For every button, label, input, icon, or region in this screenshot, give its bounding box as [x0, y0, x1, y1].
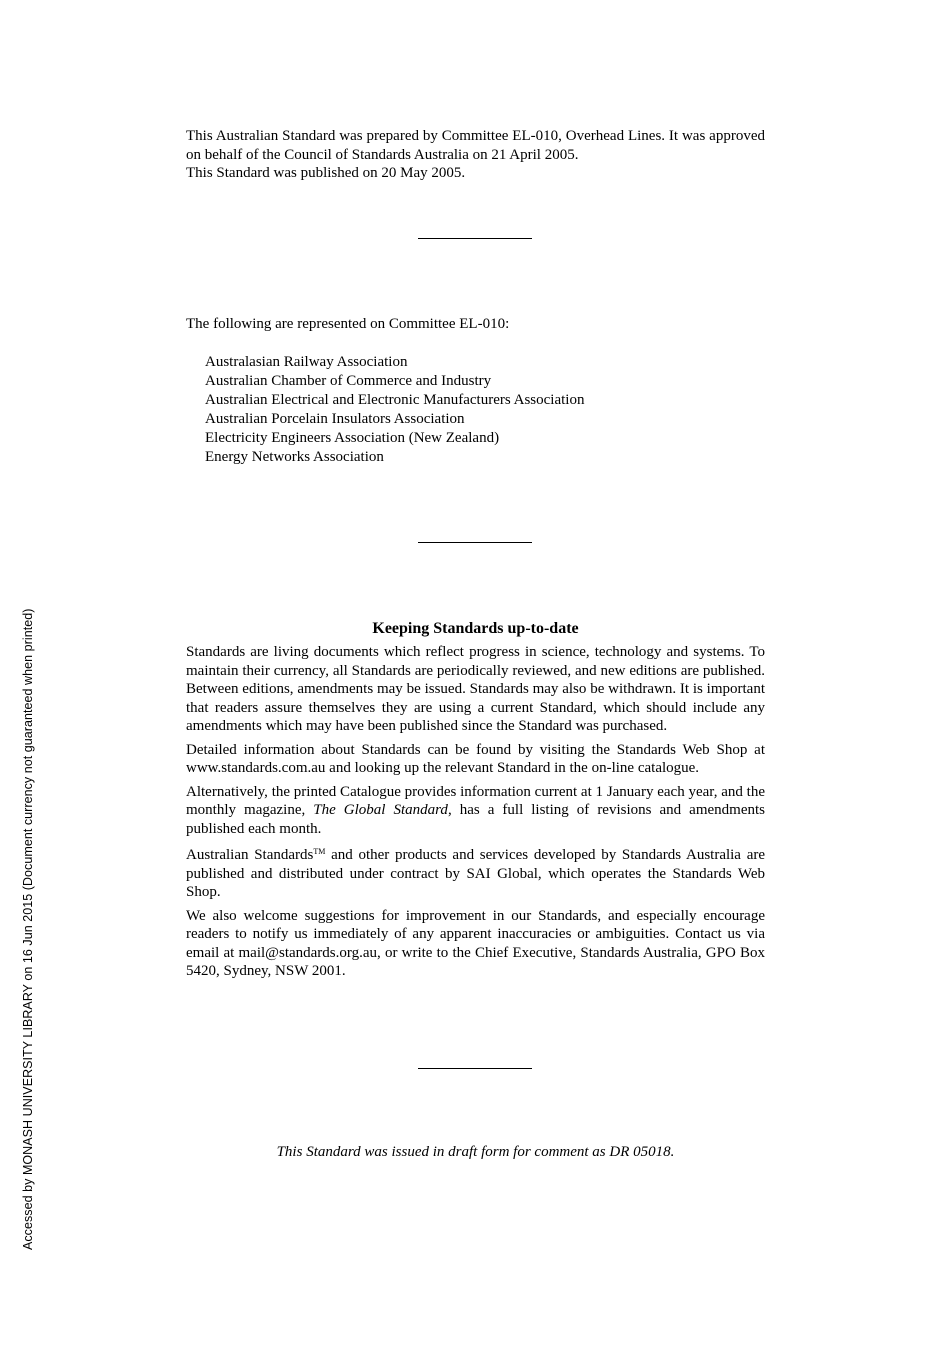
- catalogue-text-end: , has a full listing of revisions and amendments published each month.: [186, 802, 765, 837]
- trademark-mark: TM: [313, 847, 326, 856]
- committee-member: Energy Networks Association: [205, 448, 384, 465]
- divider-rule: [418, 238, 532, 239]
- divider-rule: [418, 542, 532, 543]
- paragraph-catalogue: [186, 783, 765, 839]
- catalogue-text-start: Alternatively, the printed Catalogue provides information current at 1 January each year, and the monthly magazine,: [186, 783, 765, 818]
- committee-member: Australian Porcelain Insulators Association: [205, 410, 465, 427]
- paragraph-suggestions: We also welcome suggestions for improvement in our Standards, and especially encourage readers to notify us immediately of any apparent inaccuracies or ambiguities. Contact us via email at mail@standards.org.au, or write to the Chief Executive, Standards Australia, GPO Box 5420, Sydney, NSW 2001.: [186, 907, 765, 979]
- committee-member-list: [186, 353, 765, 467]
- preparation-statement: [186, 127, 765, 183]
- committee-member: Australian Electrical and Electronic Manufacturers Association: [205, 391, 585, 408]
- paragraph-living-documents: Standards are living documents which reflect progress in science, technology and systems. To maintain their currency, all Standards are periodically reviewed, and new editions are published. Between editions, amendments may be issued. Standards may also be withdrawn. It is important that readers assure themselves they are using a current Standard, which should include any amendments which may have been published since the Standard was purchased.: [186, 644, 765, 734]
- sai-text-start: Australian Standards: [186, 847, 314, 863]
- paragraph-web-shop: Detailed information about Standards can be found by visiting the Standards Web Shop at www.standards.com.au and looking up the relevant Standard in the on-line catalogue.: [186, 741, 765, 776]
- committee-intro: The following are represented on Committee EL-010:: [186, 316, 510, 332]
- sai-text-end: and other products and services developed by Standards Australia are published and distributed under contract by SAI Global, which operates the Standards Web Shop.: [186, 847, 766, 900]
- access-watermark: Accessed by MONASH UNIVERSITY LIBRARY on 16 Jun 2015 (Document currency not guaranteed when printed): [21, 608, 35, 1250]
- draft-note: This Standard was issued in draft form for comment as DR 05018.: [276, 1144, 675, 1160]
- committee-member: Australian Chamber of Commerce and Industry: [205, 372, 492, 389]
- publication-date-text: This Standard was published on 20 May 2005.: [186, 165, 466, 181]
- committee-member: Electricity Engineers Association (New Zealand): [205, 429, 500, 446]
- divider-rule: [418, 1068, 532, 1069]
- section-heading: Keeping Standards up-to-date: [372, 620, 579, 637]
- keeping-standards-section: [186, 619, 765, 986]
- preparation-approval-text: This Australian Standard was prepared by Committee EL-010, Overhead Lines. It was approved on behalf of the Council of Standards Australia on 21 April 2005.: [186, 128, 765, 163]
- committee-section: [186, 315, 765, 467]
- magazine-title: The Global Standard: [313, 802, 448, 818]
- paragraph-sai-global: [186, 843, 765, 902]
- committee-member: Australasian Railway Association: [205, 353, 408, 370]
